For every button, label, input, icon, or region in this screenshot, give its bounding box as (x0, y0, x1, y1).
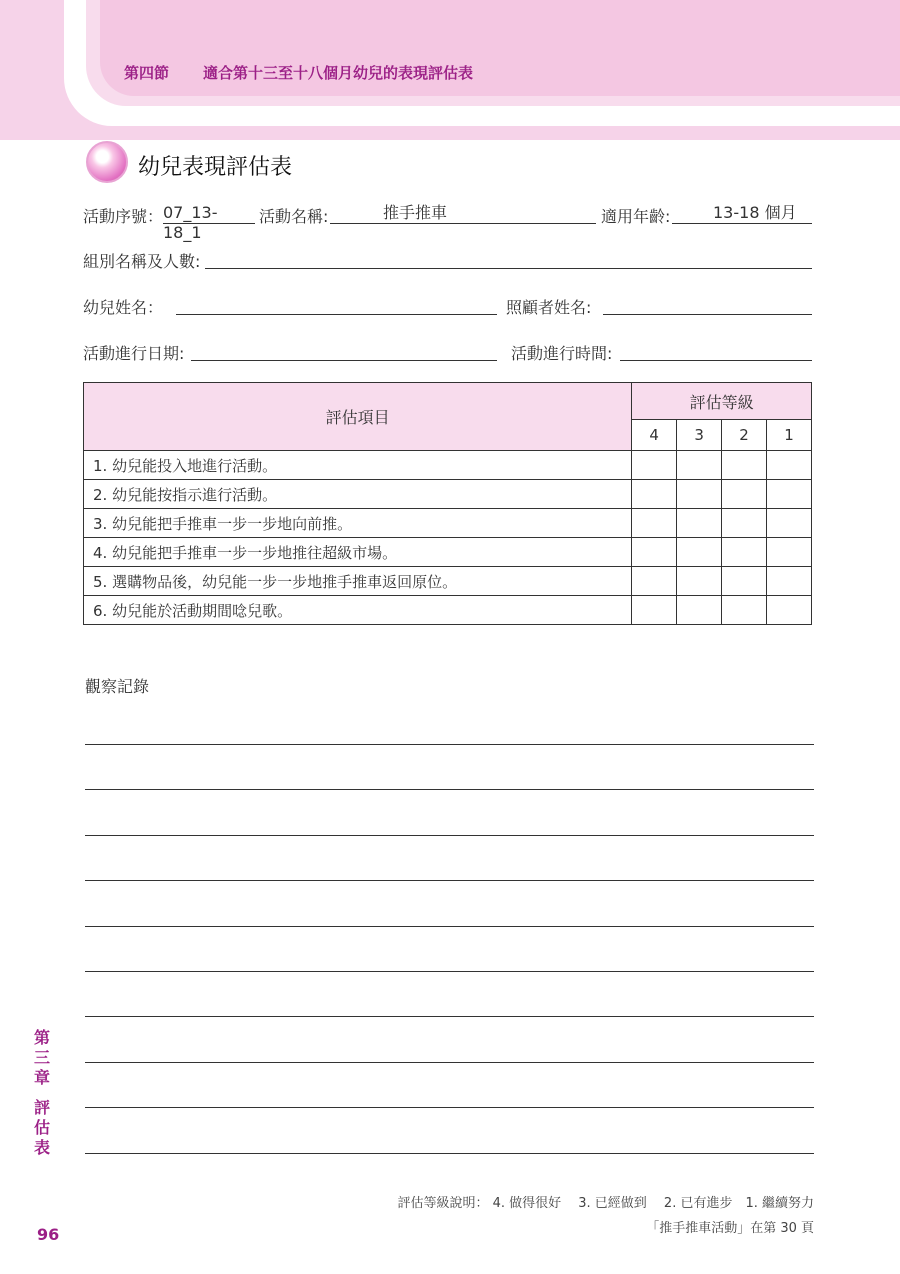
rating-cell[interactable] (722, 451, 767, 480)
activity-name-label: 活動名稱: (259, 207, 329, 226)
section-number: 第四節 (124, 64, 170, 82)
rating-cell[interactable] (722, 596, 767, 625)
age-field[interactable] (672, 203, 812, 224)
rating-cell[interactable] (632, 567, 677, 596)
page-number: 96 (37, 1225, 60, 1244)
child-name-label: 幼兒姓名： (83, 298, 164, 317)
observation-line[interactable] (85, 1153, 814, 1154)
child-name-field[interactable] (176, 294, 497, 315)
activity-name-value: 推手推車 (383, 203, 448, 222)
rating-cell[interactable] (722, 480, 767, 509)
observation-line[interactable] (85, 1062, 814, 1063)
table-header-row (84, 383, 812, 420)
rating-cell[interactable] (767, 567, 812, 596)
table-row (84, 451, 812, 480)
rating-cell[interactable] (677, 509, 722, 538)
observation-line[interactable] (85, 880, 814, 881)
observation-line[interactable] (85, 971, 814, 972)
chapter-name: 評 估 表 (33, 1098, 50, 1157)
observation-line[interactable] (85, 1016, 814, 1017)
section-title: 適合第十三至十八個月幼兒的表現評估表 (203, 64, 474, 82)
rating-cell[interactable] (677, 567, 722, 596)
observation-line[interactable] (85, 926, 814, 927)
rating-legend: 評估等級說明： 4. 做得很好 3. 已經做到 2. 已有進步 1. 繼續努力 (397, 1196, 814, 1211)
item-header: 評估項目 (84, 383, 632, 451)
observation-label: 觀察記錄 (85, 677, 150, 696)
observation-line[interactable] (85, 789, 814, 790)
age-label: 適用年齡: (601, 207, 671, 226)
age-value: 13-18 個月 (713, 203, 797, 222)
observation-line[interactable] (85, 744, 814, 745)
rating-cell[interactable] (767, 596, 812, 625)
rating-cell[interactable] (632, 480, 677, 509)
rating-cell[interactable] (722, 538, 767, 567)
chapter-label: 第 三 章 (33, 1028, 50, 1087)
item-text: 5. 選購物品後，幼兒能一步一步地推手推車返回原位。 (84, 567, 632, 596)
table-row (84, 509, 812, 538)
observation-line[interactable] (85, 1107, 814, 1108)
rating-cell[interactable] (632, 596, 677, 625)
item-text: 1. 幼兒能投入地進行活動。 (84, 451, 632, 480)
rating-cell[interactable] (677, 480, 722, 509)
section-heading (124, 62, 473, 83)
item-text: 3. 幼兒能把手推車一步一步地向前推。 (84, 509, 632, 538)
group-field[interactable] (205, 248, 812, 269)
rating-cell[interactable] (632, 538, 677, 567)
level-2-header: 2 (722, 420, 767, 451)
rating-cell[interactable] (767, 509, 812, 538)
date-label: 活動進行日期: (83, 344, 185, 363)
rating-cell[interactable] (767, 451, 812, 480)
activity-no-label: 活動序號： (83, 207, 164, 226)
rating-cell[interactable] (677, 451, 722, 480)
level-4-header: 4 (632, 420, 677, 451)
time-label: 活動進行時間: (511, 344, 613, 363)
form-title: 幼兒表現評估表 (138, 155, 293, 180)
rating-cell[interactable] (722, 567, 767, 596)
time-field[interactable] (620, 340, 812, 361)
page-reference: 「推手推車活動」在第 30 頁 (646, 1221, 814, 1236)
table-row (84, 567, 812, 596)
observation-line[interactable] (85, 835, 814, 836)
item-text: 6. 幼兒能於活動期間唸兒歌。 (84, 596, 632, 625)
table-row (84, 596, 812, 625)
table-row (84, 480, 812, 509)
carer-name-label: 照顧者姓名: (506, 298, 592, 317)
rating-cell[interactable] (677, 596, 722, 625)
evaluation-table (83, 382, 812, 625)
rating-cell[interactable] (677, 538, 722, 567)
activity-no-field[interactable]: 07_13-18_1 (163, 203, 255, 224)
table-row (84, 538, 812, 567)
group-label: 組別名稱及人數: (83, 252, 201, 271)
activity-name-field[interactable] (330, 203, 596, 224)
side-tab (32, 1028, 52, 1158)
bubble-icon (86, 141, 128, 183)
level-1-header: 1 (767, 420, 812, 451)
level-3-header: 3 (677, 420, 722, 451)
item-text: 4. 幼兒能把手推車一步一步地推往超級市場。 (84, 538, 632, 567)
rating-cell[interactable] (632, 509, 677, 538)
rating-cell[interactable] (767, 480, 812, 509)
rating-cell[interactable] (767, 538, 812, 567)
rating-cell[interactable] (722, 509, 767, 538)
item-text: 2. 幼兒能按指示進行活動。 (84, 480, 632, 509)
level-header: 評估等級 (632, 383, 812, 420)
date-field[interactable] (191, 340, 497, 361)
rating-cell[interactable] (632, 451, 677, 480)
carer-name-field[interactable] (603, 294, 812, 315)
